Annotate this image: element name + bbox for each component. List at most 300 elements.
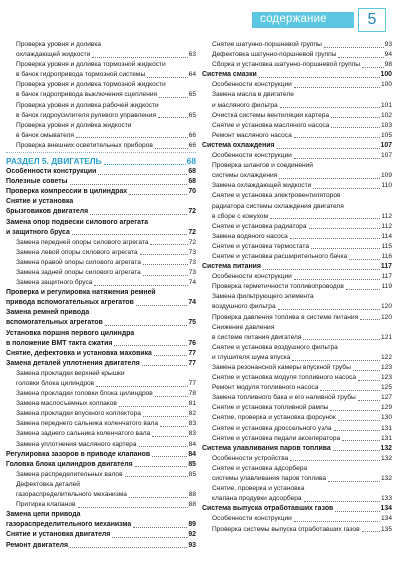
toc-entry[interactable] bbox=[202, 171, 392, 181]
toc-entry[interactable] bbox=[6, 541, 196, 551]
toc-entry-title: Дефектовка шатунно-поршневой группы bbox=[212, 51, 337, 59]
toc-leader-dots bbox=[133, 527, 187, 528]
toc-leader-dots bbox=[362, 531, 380, 532]
toc-entry[interactable] bbox=[202, 90, 392, 100]
toc-leader-dots bbox=[294, 137, 380, 138]
toc-entry-page: 66 bbox=[188, 131, 196, 139]
toc-entry-title: Полезные советы bbox=[6, 178, 68, 186]
toc-entry-page: 84 bbox=[188, 440, 196, 448]
toc-entry-title: Снятие и установка радиатора bbox=[212, 222, 307, 230]
toc-entry-page: 123 bbox=[380, 374, 392, 382]
toc-entry-page: 64 bbox=[188, 71, 196, 79]
toc-entry-title: Замена переднего сальника коленчатого вала bbox=[16, 420, 159, 428]
toc-leader-dots bbox=[152, 456, 187, 457]
toc-entry[interactable] bbox=[6, 80, 196, 90]
toc-entry-page: 93 bbox=[188, 541, 196, 549]
toc-entry[interactable] bbox=[6, 389, 196, 399]
toc-entry[interactable] bbox=[6, 460, 196, 470]
toc-entry[interactable] bbox=[202, 60, 392, 70]
toc-entry-title: Система питания bbox=[202, 263, 261, 271]
toc-entry[interactable] bbox=[6, 409, 196, 419]
toc-entry-page: 78 bbox=[188, 390, 196, 398]
toc-leader-dots bbox=[328, 481, 380, 482]
toc-entry[interactable] bbox=[202, 514, 392, 524]
toc-entry[interactable] bbox=[6, 379, 196, 389]
toc-entry-title: Замена заднего сальника коленчатого вала bbox=[16, 430, 151, 438]
toc-entry-title: привода вспомогательных агрегатов bbox=[6, 299, 134, 307]
toc-leader-dots bbox=[358, 400, 380, 401]
toc-entry[interactable] bbox=[202, 373, 392, 383]
toc-entry[interactable] bbox=[202, 141, 392, 151]
toc-entry-title: Снятие и установка адсорбера bbox=[212, 464, 308, 472]
toc-leader-dots bbox=[94, 285, 187, 286]
toc-entry[interactable] bbox=[6, 318, 196, 328]
toc-entry-title: брызговиков двигателя bbox=[6, 208, 89, 216]
toc-entry-title: Замена ремней привода bbox=[6, 309, 90, 317]
toc-entry[interactable] bbox=[6, 450, 196, 460]
toc-leader-dots bbox=[112, 537, 187, 538]
toc-entry[interactable] bbox=[202, 363, 392, 373]
toc-entry-title: в бачок омывателя bbox=[16, 131, 75, 139]
toc-entry[interactable] bbox=[202, 111, 392, 121]
toc-entry-title: РАЗДЕЛ 5. ДВИГАТЕЛЬ bbox=[6, 156, 102, 167]
toc-entry-page: 83 bbox=[188, 430, 196, 438]
toc-entry[interactable] bbox=[202, 181, 392, 191]
toc-leader-dots bbox=[143, 264, 188, 265]
toc-entry-page: 120 bbox=[380, 303, 392, 311]
toc-entry[interactable] bbox=[202, 525, 392, 535]
toc-entry[interactable] bbox=[202, 454, 392, 464]
toc-entry-page: 85 bbox=[188, 460, 196, 468]
toc-leader-dots bbox=[98, 174, 187, 175]
toc-entry-title: Замена прокладки верхней крышки bbox=[16, 369, 125, 377]
toc-entry[interactable] bbox=[202, 131, 392, 141]
toc-entry-title: Замена прокладки головки блока цилиндров bbox=[16, 390, 153, 398]
toc-leader-dots bbox=[294, 87, 380, 88]
toc-entry[interactable] bbox=[202, 383, 392, 393]
toc-entry-title: Проверка уровня и доливка bbox=[16, 41, 102, 48]
toc-entry-page: 73 bbox=[188, 268, 196, 276]
toc-leader-dots bbox=[292, 360, 380, 361]
toc-entry[interactable] bbox=[6, 121, 196, 131]
toc-entry[interactable] bbox=[6, 369, 196, 379]
toc-leader-dots bbox=[70, 184, 188, 185]
toc-entry-title: Снятие и установка педали акселератора bbox=[212, 434, 341, 442]
toc-entry-page: 103 bbox=[380, 121, 392, 129]
toc-entry[interactable] bbox=[202, 151, 392, 161]
toc-entry[interactable] bbox=[202, 333, 392, 343]
toc-entry-page: 134 bbox=[380, 505, 392, 513]
toc-entry-title: Проверка шлангов и соединений bbox=[212, 162, 313, 170]
toc-entry[interactable] bbox=[6, 177, 196, 187]
toc-entry[interactable] bbox=[6, 111, 196, 121]
toc-entry[interactable] bbox=[202, 242, 392, 252]
toc-entry-page: 107 bbox=[380, 141, 392, 149]
toc-entry-page: 73 bbox=[188, 248, 196, 256]
toc-entry[interactable] bbox=[6, 258, 196, 268]
toc-entry[interactable] bbox=[202, 40, 392, 50]
toc-entry-title: Снятие и установка двигателя bbox=[6, 531, 111, 539]
toc-entry[interactable] bbox=[6, 359, 196, 369]
toc-leader-dots bbox=[136, 305, 187, 306]
toc-entry-page: 100 bbox=[380, 71, 392, 79]
toc-entry[interactable] bbox=[6, 70, 196, 80]
toc-entry-title: клапана продувки адсорбера bbox=[212, 495, 302, 503]
toc-leader-dots bbox=[119, 406, 188, 407]
toc-leader-dots bbox=[92, 57, 187, 58]
toc-entry[interactable] bbox=[202, 50, 392, 60]
toc-entry[interactable] bbox=[202, 292, 392, 302]
toc-leader-dots bbox=[114, 345, 187, 346]
toc-entry-page: 101 bbox=[380, 101, 392, 109]
toc-entry-page: 81 bbox=[188, 400, 196, 408]
toc-entry-title: Особенности конструкции bbox=[212, 81, 292, 89]
toc-entry-page: 77 bbox=[188, 380, 196, 387]
toc-entry-title: Снятие и установка термостата bbox=[212, 242, 310, 250]
toc-entry-page: 89 bbox=[188, 521, 196, 529]
toc-entry-title: Регулировка зазоров в приводе клапанов bbox=[6, 450, 151, 458]
toc-entry-title: Проверка и регулировка натяжения ремней bbox=[6, 289, 156, 297]
toc-entry-title: воздушного фильтра bbox=[212, 303, 276, 311]
toc-leader-dots bbox=[90, 214, 187, 215]
toc-entry-page: 121 bbox=[380, 333, 392, 341]
toc-entry-title: Замена топливного бака и его наливной трубы bbox=[212, 394, 356, 402]
toc-leader-dots bbox=[304, 501, 380, 502]
toc-entry[interactable] bbox=[202, 282, 392, 292]
toc-entry-page: 72 bbox=[188, 238, 196, 246]
toc-entry-title: радиатора системы охлаждения двигателя bbox=[212, 202, 344, 210]
toc-entry-title: Притирка клапанов bbox=[16, 501, 76, 509]
toc-entry-title: Замена распределительных валов bbox=[16, 470, 123, 478]
toc-entry-title: Ремонт масляного насоса bbox=[212, 131, 292, 139]
toc-entry[interactable] bbox=[202, 302, 392, 312]
toc-entry-page: 75 bbox=[188, 319, 196, 327]
toc-entry[interactable] bbox=[6, 228, 196, 238]
toc-entry-page: 131 bbox=[380, 434, 392, 442]
toc-entry[interactable] bbox=[6, 470, 196, 480]
toc-entry[interactable] bbox=[6, 429, 196, 439]
toc-entry-page: 98 bbox=[384, 61, 392, 69]
toc-entry[interactable] bbox=[202, 393, 392, 403]
toc-entry-title: и глушителя шума впуска bbox=[212, 353, 291, 361]
toc-entry-title: Проверка герметичности топливопроводов bbox=[212, 283, 344, 291]
toc-entry[interactable] bbox=[6, 268, 196, 278]
toc-entry[interactable] bbox=[6, 218, 196, 228]
toc-entry[interactable] bbox=[202, 121, 392, 131]
toc-entry[interactable] bbox=[6, 238, 196, 248]
toc-leader-dots bbox=[139, 446, 188, 447]
toc-entry-page: 127 bbox=[380, 394, 392, 402]
toc-entry-page: 105 bbox=[380, 131, 392, 139]
toc-entry-title: Замена маслосъемных колпаков bbox=[16, 400, 117, 408]
toc-entry-page: 100 bbox=[380, 81, 392, 89]
toc-leader-dots bbox=[294, 158, 380, 159]
toc-entry[interactable] bbox=[6, 520, 196, 530]
toc-entry-title: в бачок гидропривода выключения сцепления bbox=[16, 91, 158, 99]
toc-entry[interactable] bbox=[6, 60, 196, 70]
toc-entry-page: 125 bbox=[380, 384, 392, 392]
toc-entry[interactable] bbox=[202, 191, 392, 201]
toc-entry[interactable] bbox=[6, 490, 196, 500]
toc-entry-page: 63 bbox=[188, 51, 196, 59]
toc-leader-dots bbox=[147, 77, 187, 78]
toc-entry-title: Головка блока цилиндров двигателя bbox=[6, 460, 133, 468]
header-title: содержание bbox=[260, 13, 327, 25]
toc-entry-page: 132 bbox=[380, 454, 392, 462]
toc-entry-title: Ремонт модуля топливного насоса bbox=[212, 384, 319, 392]
toc-leader-dots bbox=[360, 319, 380, 320]
toc-leader-dots bbox=[76, 137, 188, 138]
toc-entry[interactable] bbox=[6, 329, 196, 339]
toc-entry[interactable] bbox=[6, 131, 196, 141]
toc-leader-dots bbox=[279, 178, 380, 179]
toc-entry[interactable] bbox=[6, 480, 196, 490]
toc-leader-dots bbox=[338, 420, 380, 421]
toc-entry[interactable] bbox=[202, 504, 392, 514]
toc-entry-title: Снятие и установка масляного насоса bbox=[212, 121, 330, 129]
toc-entry[interactable] bbox=[6, 349, 196, 359]
toc-entry[interactable] bbox=[202, 403, 392, 413]
toc-leader-dots bbox=[346, 289, 381, 290]
toc-entry-title: Снятие и установка bbox=[6, 198, 74, 206]
toc-entry-title: Особенности конструкции bbox=[212, 273, 292, 281]
toc-entry-title: в сборе с кожухом bbox=[212, 212, 269, 220]
toc-entry[interactable] bbox=[202, 252, 392, 262]
toc-leader-dots bbox=[96, 386, 187, 387]
toc-leader-dots bbox=[143, 416, 188, 417]
toc-entry[interactable] bbox=[6, 141, 196, 151]
toc-entry-title: Система улавливания паров топлива bbox=[202, 444, 331, 452]
toc-entry[interactable] bbox=[202, 202, 392, 212]
toc-entry-page: 130 bbox=[380, 414, 392, 422]
toc-right-column bbox=[202, 40, 392, 535]
toc-leader-dots bbox=[155, 148, 188, 149]
toc-entry[interactable] bbox=[6, 510, 196, 520]
toc-entry-title: Особенности конструкции bbox=[212, 515, 292, 523]
toc-leader-dots bbox=[70, 547, 187, 548]
toc-entry[interactable] bbox=[202, 424, 392, 434]
toc-entry-title: Проверка уровня и доливка тормозной жидкости bbox=[16, 61, 166, 69]
toc-entry-page: 68 bbox=[186, 156, 196, 167]
toc-entry-page: 76 bbox=[188, 339, 196, 347]
toc-entry-page: 77 bbox=[188, 359, 196, 367]
toc-entry[interactable] bbox=[6, 187, 196, 197]
toc-entry-title: Система выпуска отработавших газов bbox=[202, 505, 334, 513]
toc-entry-page: 74 bbox=[188, 279, 196, 287]
toc-entry[interactable] bbox=[202, 323, 392, 333]
toc-entry-title: Замена прокладки впускного коллектора bbox=[16, 410, 141, 418]
toc-entry[interactable] bbox=[202, 262, 392, 272]
toc-entry-title: Снятие и установка модуля топливного насоса bbox=[212, 374, 357, 382]
toc-leader-dots bbox=[152, 436, 187, 437]
toc-leader-dots bbox=[125, 476, 188, 477]
toc-entry-title: вспомогательных агрегатов bbox=[6, 319, 103, 327]
toc-leader-dots bbox=[278, 309, 380, 310]
toc-entry-title: Проверка уровня и доливка жидкости bbox=[16, 121, 132, 129]
toc-section-heading[interactable] bbox=[6, 155, 196, 167]
toc-entry[interactable] bbox=[6, 197, 196, 207]
toc-entry-page: 110 bbox=[381, 182, 392, 190]
toc-leader-dots bbox=[313, 188, 380, 189]
toc-entry-page: 132 bbox=[380, 444, 392, 452]
toc-leader-dots bbox=[129, 194, 187, 195]
toc-entry[interactable] bbox=[202, 313, 392, 323]
toc-entry-page: 133 bbox=[380, 495, 392, 503]
toc-entry-title: Снятие, проверка и установка bbox=[212, 485, 305, 493]
toc-entry-title: Снятие и установка расширительного бачка bbox=[212, 252, 348, 260]
toc-entry-title: Особенности устройства bbox=[212, 454, 289, 462]
toc-leader-dots bbox=[335, 511, 379, 512]
toc-entry-title: Замена опор подвески силового агрегата bbox=[6, 218, 149, 226]
toc-entry-title: Замена резонансной камеры впускной трубы bbox=[212, 364, 351, 371]
toc-entry-title: Снятие и установка дроссельного узла bbox=[212, 424, 332, 432]
toc-entry-title: Замена передней опоры силового агрегата bbox=[16, 238, 149, 246]
toc-entry[interactable] bbox=[6, 399, 196, 409]
toc-entry-page: 74 bbox=[188, 299, 196, 307]
toc-entry[interactable] bbox=[202, 70, 392, 80]
toc-leader-dots bbox=[105, 325, 187, 326]
toc-leader-dots bbox=[280, 107, 380, 108]
toc-entry[interactable] bbox=[202, 161, 392, 171]
toc-entry[interactable] bbox=[6, 308, 196, 318]
toc-entry-title: Замена уплотнения масляного картера bbox=[16, 440, 137, 448]
toc-entry[interactable] bbox=[202, 353, 392, 363]
toc-entry-title: Проверка уровня и доливка тормозной жидкости bbox=[16, 81, 166, 89]
toc-entry-page: 115 bbox=[381, 242, 392, 250]
toc-leader-dots bbox=[154, 355, 187, 356]
toc-entry-title: Снижение давления bbox=[212, 323, 275, 331]
toc-entry-title: головки блока цилиндров bbox=[16, 380, 95, 387]
toc-entry[interactable] bbox=[6, 419, 196, 429]
toc-leader-dots bbox=[290, 238, 381, 239]
toc-entry-page: 93 bbox=[384, 41, 392, 48]
toc-entry[interactable] bbox=[202, 484, 392, 494]
toc-entry-page: 77 bbox=[188, 349, 196, 357]
toc-entry-title: Замена задней опоры силового агрегата bbox=[16, 268, 141, 276]
toc-left-column bbox=[6, 40, 196, 551]
toc-entry-page: 134 bbox=[380, 515, 392, 523]
toc-entry[interactable] bbox=[202, 444, 392, 454]
toc-entry-title: Замена защитного бруса bbox=[16, 279, 93, 287]
page-header bbox=[0, 8, 409, 32]
toc-leader-dots bbox=[155, 396, 188, 397]
toc-entry-page: 129 bbox=[380, 404, 392, 412]
toc-entry[interactable] bbox=[6, 278, 196, 288]
toc-entry-page: 107 bbox=[380, 152, 392, 160]
toc-entry[interactable] bbox=[6, 101, 196, 111]
toc-entry-title: Замена фильтрующего элемента bbox=[212, 293, 314, 301]
toc-leader-dots bbox=[338, 57, 383, 58]
toc-leader-dots bbox=[333, 450, 380, 451]
toc-leader-dots bbox=[135, 466, 188, 467]
toc-leader-dots bbox=[78, 507, 188, 508]
toc-entry[interactable] bbox=[6, 440, 196, 450]
toc-entry-page: 82 bbox=[188, 410, 196, 418]
toc-entry-title: Замена левой опоры силового агрегата bbox=[16, 248, 138, 256]
toc-entry-title: Замена правой опоры силового агрегата bbox=[16, 258, 141, 266]
toc-entry-title: Проверка давления топлива в системе питания bbox=[212, 313, 359, 321]
toc-entry-title: газораспределительного механизма bbox=[16, 491, 127, 499]
toc-leader-dots bbox=[358, 380, 380, 381]
toc-entry[interactable] bbox=[202, 101, 392, 111]
toc-entry[interactable] bbox=[202, 80, 392, 90]
toc-entry-page: 66 bbox=[188, 141, 196, 149]
toc-entry-page: 112 bbox=[381, 212, 392, 220]
toc-entry[interactable] bbox=[202, 474, 392, 484]
toc-entry[interactable] bbox=[6, 248, 196, 258]
toc-entry-title: Снятие шатунно-поршневой группы bbox=[212, 41, 322, 48]
toc-entry[interactable] bbox=[6, 500, 196, 510]
toc-entry-title: Система смазки bbox=[202, 71, 257, 79]
toc-entry-title: Дефектовка деталей bbox=[16, 480, 80, 488]
toc-entry[interactable] bbox=[6, 339, 196, 349]
toc-leader-dots bbox=[72, 234, 188, 235]
toc-leader-dots bbox=[362, 67, 384, 68]
toc-leader-dots bbox=[331, 117, 380, 118]
toc-leader-dots bbox=[294, 521, 380, 522]
toc-entry[interactable] bbox=[202, 232, 392, 242]
toc-entry-title: в системе питания двигателя bbox=[212, 333, 302, 341]
toc-entry[interactable] bbox=[6, 298, 196, 308]
toc-entry-page: 109 bbox=[380, 172, 392, 180]
toc-entry[interactable] bbox=[6, 50, 196, 60]
toc-entry-page: 68 bbox=[188, 178, 196, 186]
toc-entry-page: 102 bbox=[380, 111, 392, 119]
toc-entry-page: 84 bbox=[188, 450, 196, 458]
toc-entry-title: и масляного фильтра bbox=[212, 101, 278, 109]
toc-entry-title: Особенности конструкции bbox=[6, 168, 97, 176]
toc-leader-dots bbox=[150, 244, 187, 245]
toc-entry-page: 112 bbox=[381, 222, 392, 230]
toc-entry[interactable] bbox=[202, 494, 392, 504]
toc-leader-dots bbox=[320, 390, 380, 391]
toc-entry[interactable] bbox=[202, 434, 392, 444]
toc-entry-title: Проверка уровня и доливка рабочей жидкости bbox=[16, 101, 159, 109]
toc-leader-dots bbox=[142, 365, 188, 366]
toc-entry[interactable] bbox=[202, 272, 392, 282]
toc-entry-page: 132 bbox=[380, 475, 392, 483]
toc-entry-title: Снятие и установка топливной рампы bbox=[212, 404, 329, 412]
toc-entry[interactable] bbox=[202, 464, 392, 474]
toc-entry-page: 72 bbox=[188, 208, 196, 216]
toc-entry[interactable] bbox=[6, 207, 196, 217]
toc-entry-page: 70 bbox=[188, 188, 196, 196]
toc-entry-title: Система охлаждения bbox=[202, 141, 275, 149]
toc-entry[interactable] bbox=[6, 288, 196, 298]
toc-entry-title: в бачок гидроусилителя рулевого управления bbox=[16, 111, 156, 119]
toc-entry[interactable] bbox=[202, 212, 392, 222]
toc-entry-title: Особенности конструкции bbox=[212, 152, 292, 160]
toc-entry-title: Снятие, проверка и установка форсунок bbox=[212, 414, 336, 422]
toc-entry-page: 117 bbox=[380, 263, 392, 271]
toc-entry-page: 123 bbox=[380, 364, 392, 371]
toc-entry[interactable] bbox=[202, 413, 392, 423]
toc-leader-dots bbox=[294, 279, 381, 280]
toc-leader-dots bbox=[140, 254, 188, 255]
toc-entry[interactable] bbox=[202, 222, 392, 232]
toc-entry-title: в положение ВМТ такта сжатия bbox=[6, 339, 113, 347]
toc-entry-page: 65 bbox=[188, 91, 196, 99]
toc-entry[interactable] bbox=[6, 530, 196, 540]
toc-entry[interactable] bbox=[6, 167, 196, 177]
section-divider bbox=[6, 152, 196, 153]
toc-entry[interactable] bbox=[6, 90, 196, 100]
toc-entry[interactable] bbox=[202, 343, 392, 353]
toc-leader-dots bbox=[263, 269, 380, 270]
toc-entry[interactable] bbox=[6, 40, 196, 50]
toc-entry-title: Проверка компрессии в цилиндрах bbox=[6, 188, 128, 196]
toc-entry-title: Очистка системы вентиляции картера bbox=[212, 111, 330, 119]
